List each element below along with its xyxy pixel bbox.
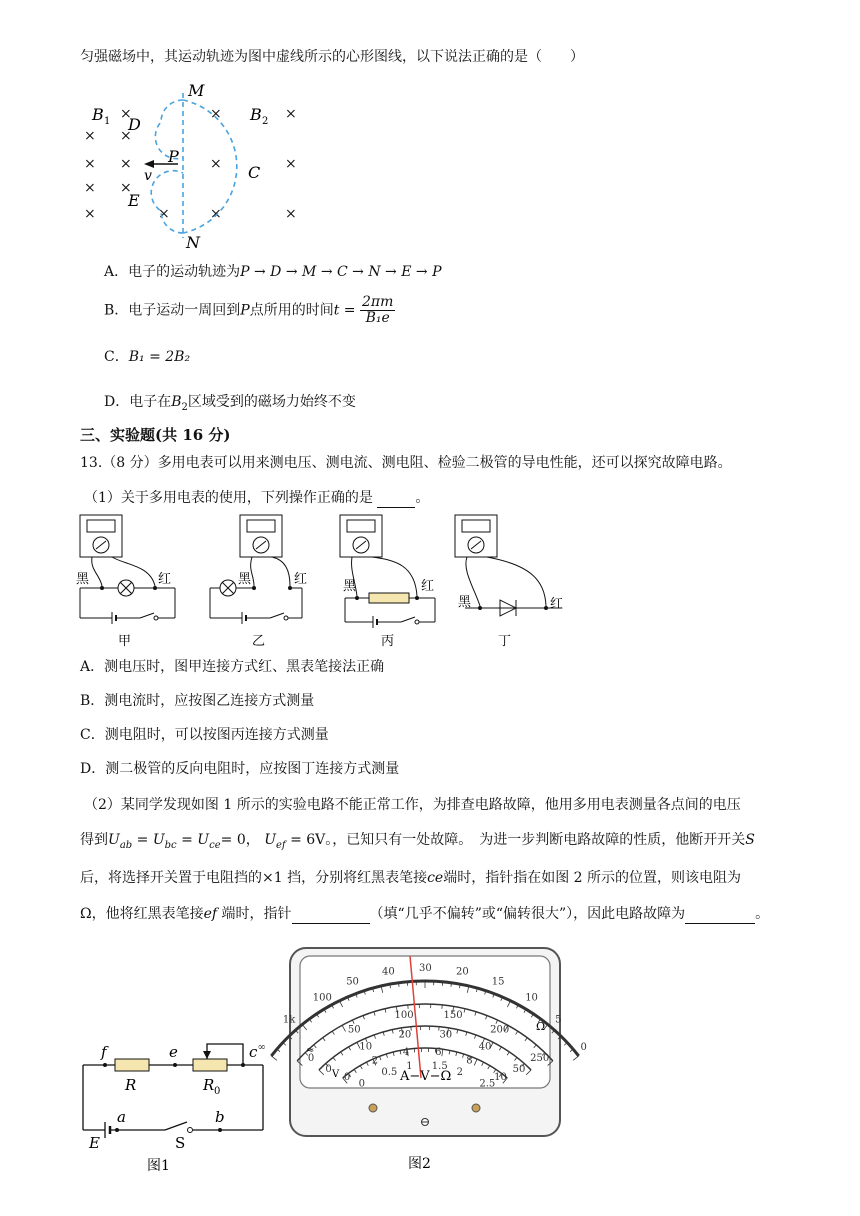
diagram-bing <box>340 515 435 649</box>
slider-arrow-icon <box>203 1051 211 1059</box>
dc2-tick-label: 50 <box>512 1063 526 1075</box>
label-E: E <box>128 191 140 210</box>
dc3-tick-label: 10 <box>494 1071 507 1083</box>
label-v: v <box>144 168 152 184</box>
ohm-tick-label: 10 <box>525 992 538 1004</box>
dc2-tick-label: 30 <box>439 1029 453 1041</box>
fraction-numerator: 2πm <box>361 294 394 310</box>
dc-tick-label: 50 <box>347 1024 361 1036</box>
option-A-path: P → D → M → C → N → E → P <box>240 264 442 280</box>
dc3-tick-label: 4 <box>402 1047 410 1059</box>
answer-blank-1[interactable] <box>377 507 415 508</box>
ac-tick-label: 1.5 <box>431 1060 448 1072</box>
q13-option-C[interactable]: C．测电阻时，可以按图丙连接方式测量 <box>80 727 329 743</box>
omega-symbol: Ω <box>536 1020 546 1033</box>
line3-text-b: 端时，指针指在如图 2 所示的位置，则该电阻为 <box>443 870 742 886</box>
diagram-ding <box>455 515 563 649</box>
label-black: 黑 <box>238 572 252 587</box>
meter-terminal-left <box>369 1104 377 1112</box>
cross-mark: × <box>285 156 297 172</box>
arrow-head-icon <box>144 160 154 168</box>
option-B-mid: 点所用的时间 <box>249 302 334 319</box>
ac-tick-label: 2.5 <box>479 1078 496 1090</box>
label-P: P <box>168 147 179 166</box>
line4-text-b: 端时，指针 <box>221 906 292 922</box>
section-title: 三、实验题(共 16 分) <box>80 426 231 444</box>
ohm-tick-label: 5 <box>555 1014 562 1026</box>
label-black: 黑 <box>343 579 357 594</box>
ce-label: ce <box>427 870 444 886</box>
U-ef: U <box>264 832 276 848</box>
sub-ab: ab <box>119 839 133 851</box>
answer-blank-2[interactable] <box>292 923 370 924</box>
option-B[interactable] <box>104 295 395 326</box>
cross-mark: × <box>84 128 96 144</box>
ac-tick-label: 0 <box>358 1078 365 1090</box>
ohm-tick-label: 30 <box>419 963 432 974</box>
ac-symbol: ≈ <box>306 1045 315 1056</box>
q13-part1-end: 。 <box>415 490 430 506</box>
caption-ding: 丁 <box>498 634 512 649</box>
q13-stem: 13.（8 分）多用电表可以用来测电压、测电流、测电阻、检验二极管的导电性能，还可以探究故障电路。 <box>80 455 732 471</box>
cross-mark: × <box>285 106 297 122</box>
option-D-suffix: 区域受到的磁场力始终不变 <box>187 394 356 410</box>
q13-part2-line4 <box>80 904 769 924</box>
ac-tick-label: 1 <box>406 1060 413 1072</box>
figure1-caption: 图1 <box>147 1158 170 1174</box>
option-D-sub: 2 <box>181 401 188 413</box>
line4-text-a: Ω，他将红黑表笔接 <box>80 906 204 922</box>
caption-bing: 丙 <box>381 634 395 649</box>
dc3-tick-label: 8 <box>466 1055 473 1067</box>
U-bc: U <box>152 832 165 848</box>
sub-ce: ce <box>209 839 221 851</box>
ohm-tick-label: ∞ <box>257 1041 266 1053</box>
cross-mark: × <box>120 106 132 122</box>
cross-mark: × <box>84 180 96 196</box>
label-e: e <box>169 1043 178 1061</box>
q13-part2-line2: 得到$U_{ab} = U_{bc} = U_{ce}= 0$， $U_{ef} = 6V$。，已知只有一处故障。 为进一步判断电路故障的性质，他断开开关S <box>80 832 755 851</box>
cross-mark: × <box>120 156 132 172</box>
q13-part2-line3 <box>80 868 741 888</box>
caption-jia: 甲 <box>118 634 132 649</box>
ohm-tick-label: 100 <box>312 992 332 1004</box>
label-C: C <box>248 163 261 182</box>
line4-text-d: 。 <box>755 906 770 922</box>
option-B-text: B．电子运动一周回到 <box>104 302 241 319</box>
dc2-tick-label: 0 <box>325 1063 332 1075</box>
cross-mark: × <box>84 206 96 222</box>
caption-yi: 乙 <box>252 634 266 649</box>
meter-terminal-right <box>472 1104 480 1112</box>
label-R0: R <box>203 1076 215 1094</box>
label-f: f <box>101 1043 107 1061</box>
U-ab: U <box>108 832 120 848</box>
option-B-fraction <box>360 295 395 326</box>
option-C[interactable] <box>104 347 190 367</box>
sub-bc: bc <box>164 839 177 851</box>
q13-part2-line1: （2）某同学发现如图 1 所示的实验电路不能正常工作，为排查电路故障，他用多用电表测量各点间的电压 <box>84 797 741 813</box>
dc2-tick-label: 40 <box>478 1041 492 1053</box>
diagram-jia <box>76 515 175 649</box>
label-E: E <box>89 1134 100 1152</box>
meter-label: A−V−Ω <box>400 1069 452 1084</box>
q13-option-A[interactable]: A．测电压时，图甲连接方式红、黑表笔接法正确 <box>80 659 385 675</box>
dc-tick-label: 250 <box>530 1052 550 1064</box>
label-B2-sub: 2 <box>262 116 269 127</box>
ef-label: ef <box>203 906 218 922</box>
dc-tick-label: 150 <box>443 1009 463 1021</box>
intro-text: 匀强磁场中，其运动轨迹为图中虚线所示的心形图线，以下说法正确的是（ ） <box>80 49 584 65</box>
trajectory-lower-left <box>151 171 183 233</box>
option-B-t: t = <box>333 302 356 319</box>
label-c: c <box>249 1043 258 1061</box>
answer-blank-3[interactable] <box>685 923 755 924</box>
q13-part1-text: （1）关于多用电表的使用，下列操作正确的是 <box>84 490 373 506</box>
ohm-tick-label: 40 <box>381 966 395 978</box>
dc-symbol: V <box>332 1069 340 1080</box>
option-B-P: P <box>240 302 250 319</box>
dc3-tick-label: 6 <box>435 1047 442 1059</box>
q13-part1 <box>84 488 429 508</box>
cross-mark: × <box>120 180 132 196</box>
sub-ef: ef <box>276 839 286 851</box>
figure2-meter <box>257 946 587 1172</box>
diagram-yi <box>210 515 307 649</box>
label-red: 红 <box>294 572 308 587</box>
dc3-tick-label: 2 <box>371 1055 379 1067</box>
U-ce: U <box>197 832 210 848</box>
line4-text-c: （填“几乎不偏转”或“偏转很大”），因此电路故障为 <box>369 906 686 922</box>
label-R: R <box>125 1076 137 1094</box>
label-red: 红 <box>158 572 172 587</box>
label-N: N <box>186 233 200 252</box>
eq-6v: = 6V。，已知只有一处故障。 为进一步判断电路故障的性质，他断开开关 <box>290 832 746 848</box>
multimeter-diagrams <box>70 510 590 655</box>
line3-text-a: 后，将选择开关置于电阻挡的×1 挡，分别将红黑表笔接 <box>80 870 428 886</box>
label-R0-sub: 0 <box>214 1086 221 1097</box>
cross-mark: × <box>120 128 132 144</box>
cross-mark: × <box>84 156 96 172</box>
eq-zero: = 0， <box>220 832 260 848</box>
cross-mark: × <box>285 206 297 222</box>
q13-option-D[interactable]: D．测二极管的反向电阻时，应按图丁连接方式测量 <box>80 761 400 777</box>
option-D[interactable] <box>104 392 356 418</box>
scale-tick <box>399 983 400 987</box>
option-C-expr: B₁ = 2B₂ <box>128 349 191 365</box>
label-red: 红 <box>550 597 564 612</box>
q13-option-B[interactable]: B．测电流时，应按图乙连接方式测量 <box>80 693 315 709</box>
text-got: 得到 <box>80 832 108 848</box>
cross-mark: × <box>158 206 170 222</box>
dc-tick-label: 200 <box>490 1024 510 1036</box>
label-B2: B <box>250 105 262 124</box>
label-S: S <box>175 1134 186 1152</box>
label-B1: B <box>92 105 104 124</box>
cross-mark: × <box>210 156 222 172</box>
option-A-text: A．电子的运动轨迹为 <box>104 264 241 280</box>
label-black: 黑 <box>458 595 472 610</box>
label-D: D <box>128 115 141 134</box>
dc2-tick-label: 20 <box>398 1029 412 1041</box>
label-a: a <box>117 1108 126 1126</box>
cross-mark: × <box>210 106 222 122</box>
option-A[interactable] <box>104 262 442 282</box>
option-C-text: C． <box>104 349 129 365</box>
ac-tick-label: 2 <box>456 1066 464 1078</box>
ohm-tick-label: 20 <box>456 966 469 978</box>
dc3-tick-label: 0 <box>343 1071 351 1083</box>
scale-tick <box>451 983 452 987</box>
figure2-caption: 图2 <box>408 1156 431 1172</box>
label-M: M <box>188 81 205 100</box>
dc2-tick-label: 10 <box>359 1041 373 1053</box>
dc-tick-label: 0 <box>307 1052 315 1064</box>
cross-mark: × <box>210 206 222 222</box>
magnetic-field-figure <box>70 78 310 253</box>
label-b: b <box>215 1108 225 1126</box>
switch-S: S <box>745 832 755 848</box>
option-D-B: B <box>171 394 182 410</box>
ohm-tick-label: 50 <box>346 976 359 988</box>
label-black: 黑 <box>76 572 90 587</box>
scale-tick <box>573 1056 579 1060</box>
dc-tick-label: 100 <box>394 1009 414 1021</box>
label-B1-sub: 1 <box>104 116 111 127</box>
ohm-tick-label: 15 <box>491 976 505 988</box>
option-D-text: D．电子在 <box>104 394 172 410</box>
ac-tick-label: 0.5 <box>381 1066 398 1078</box>
ohm-tick-label: 1k <box>282 1014 296 1026</box>
label-red: 红 <box>421 579 435 594</box>
figure1-circuit <box>75 1040 275 1190</box>
fraction-denominator: B₁e <box>365 310 390 326</box>
ohm-tick-label: 0 <box>580 1041 587 1053</box>
